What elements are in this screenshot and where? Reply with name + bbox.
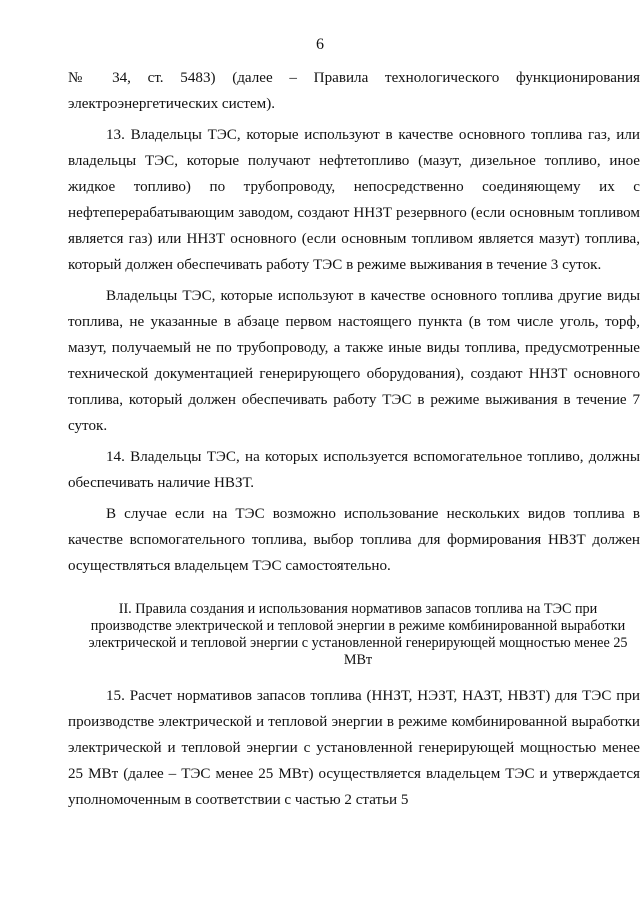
paragraph-13-second: Владельцы ТЭС, которые используют в качестве основного топлива другие виды топлива, не указанные в абзаце первом настоящего пункта (в том числе уголь, торф, мазут, получаемый не по трубопроводу, а также иные виды топлива, предусмотренные технической документацией генерирующего оборудования), создают ННЗТ основного топлива, который должен обеспечивать работу ТЭС в режиме выживания в течение 7 суток. [68, 288, 640, 434]
document-body [68, 65, 640, 813]
paragraph-14-second: В случае если на ТЭС возможно использование нескольких видов топлива в качестве вспомогательного топлива, выбор топлива для формирования НВЗТ должен осуществляться владельцем ТЭС самостоятельно. [68, 506, 640, 574]
paragraph-15: 15. Расчет нормативов запасов топлива (ННЗТ, НЭЗТ, НАЗТ, НВЗТ) для ТЭС при производстве электрической и тепловой энергии в режиме комбинированной выработки электрической и тепловой энергии с установленной генерирующей мощностью менее 25 МВт (далее – ТЭС менее 25 МВт) осуществляется владельцем ТЭС и утверждается уполномоченным в соответствии с частью 2 статьи 5 [68, 688, 640, 808]
page-number: 6 [316, 36, 324, 53]
paragraph-14: 14. Владельцы ТЭС, на которых используется вспомогательное топливо, должны обеспечивать наличие НВЗТ. [68, 449, 640, 491]
section-heading: II. Правила создания и использования нормативов запасов топлива на ТЭС при производстве электрической и тепловой энергии в режиме комбинированной выработки электрической и тепловой энергии с установленной генерирующей мощностью менее 25 МВт [88, 601, 628, 668]
paragraph-13: 13. Владельцы ТЭС, которые используют в качестве основного топлива газ, или владельцы ТЭС, которые получают нефтетопливо (мазут, дизельное топливо, иное жидкое топливо) по трубопроводу, непосредственно соединяющему их с нефтеперерабатывающим заводом, создают ННЗТ резервного (если основным топливом является газ) или ННЗТ основного (если основным топливом является мазут) топлива, который должен обеспечивать работу ТЭС в режиме выживания в течение 3 суток. [68, 127, 640, 273]
paragraph-continuation: № 34, ст. 5483) (далее – Правила технологического функционирования электроэнергетических систем). [68, 70, 640, 112]
